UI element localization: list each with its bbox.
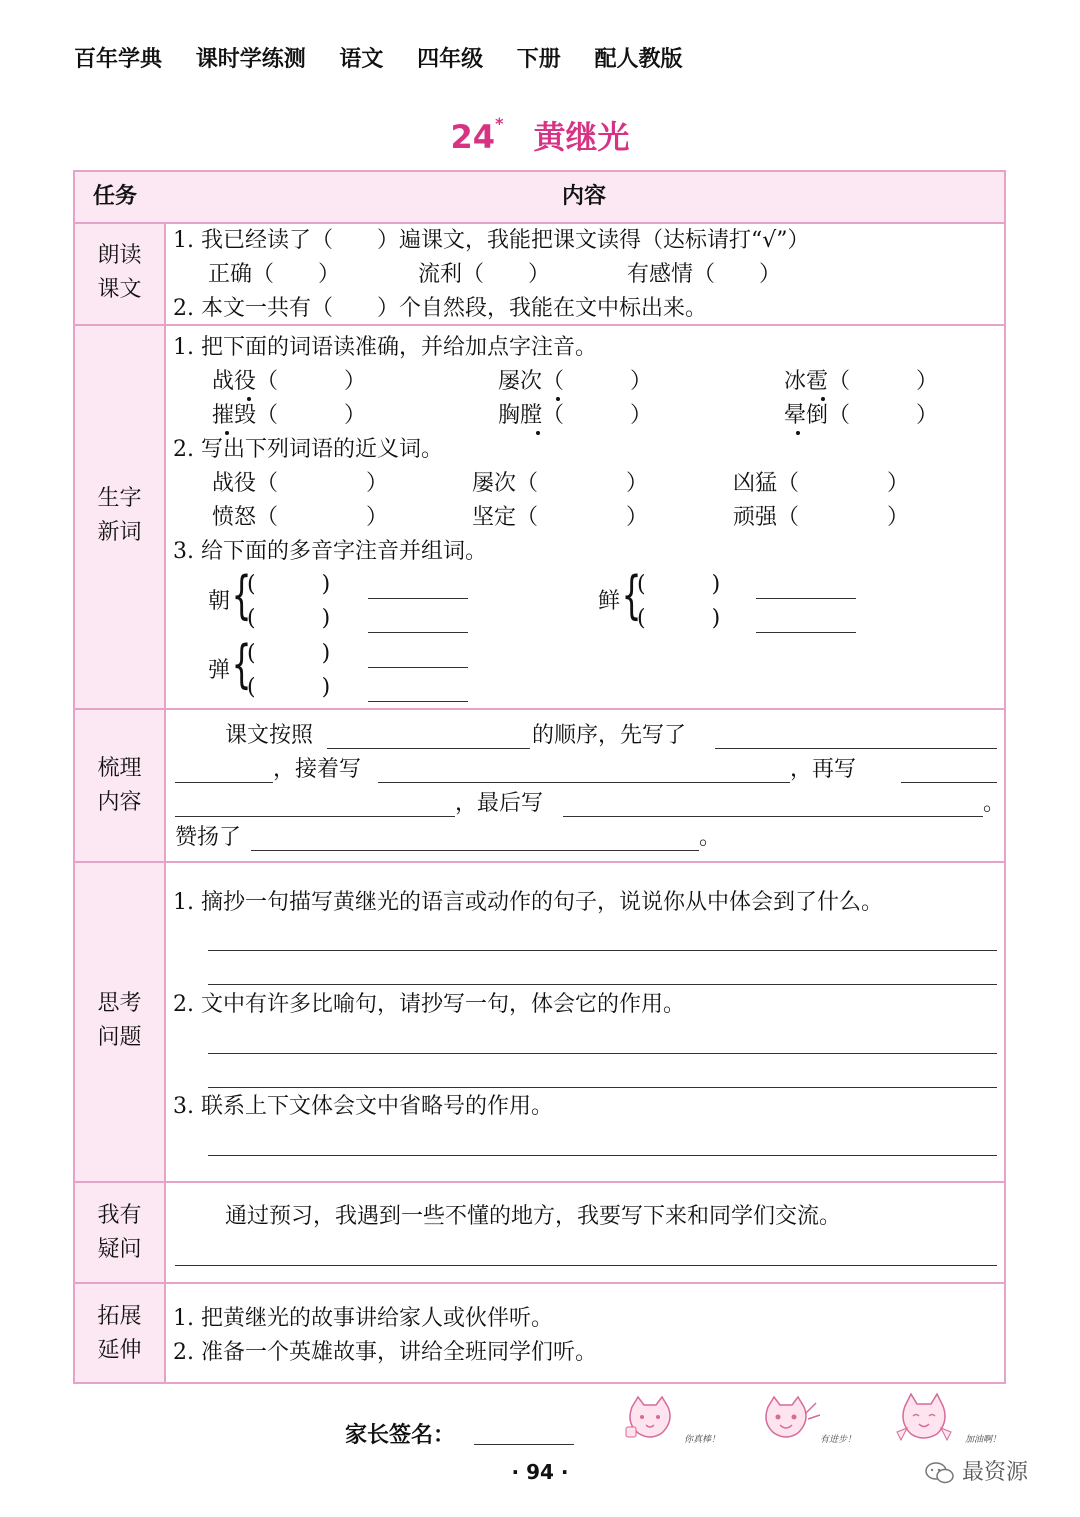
- poly-paren: ( ): [247, 675, 331, 700]
- answer-line: [368, 701, 468, 702]
- answer-line: [208, 1087, 997, 1088]
- words-q3: 3. 给下面的多音字注音并组词。: [173, 539, 487, 564]
- sticker-caption: 有进步！: [820, 1435, 857, 1445]
- sort-text: 的顺序，先写了: [532, 723, 687, 748]
- row-divider: [75, 324, 1004, 326]
- row-divider: [75, 1181, 1004, 1183]
- row-divider: [75, 708, 1004, 710]
- extend-l1: 1. 把黄继光的故事讲给家人或伙伴听。: [173, 1306, 553, 1331]
- sort-text: 。: [983, 791, 1006, 816]
- watermark-text: 最资源: [962, 1460, 1029, 1485]
- label-line: 疑问: [97, 1237, 142, 1262]
- answer-line: [208, 950, 997, 951]
- answer-line: [756, 598, 856, 599]
- row-label-think: [75, 987, 164, 1055]
- label-line: 我有: [97, 1203, 142, 1228]
- poly-paren: ( ): [247, 572, 331, 597]
- answer-line: [368, 667, 468, 668]
- sort-text: 课文按照: [225, 723, 314, 748]
- header-item: 语文: [339, 47, 384, 72]
- header-item: 下册: [516, 47, 561, 72]
- poly-paren: ( ): [637, 606, 721, 631]
- pinyin-item: 屡次（ ）: [498, 369, 653, 394]
- sticker-caption: 加油啊！: [965, 1435, 1002, 1445]
- emphasis-dot: [796, 431, 800, 435]
- answer-line: [563, 816, 983, 817]
- lesson-name: 黄继光: [533, 118, 630, 156]
- brace-icon: {: [231, 635, 252, 695]
- poly-paren: ( ): [247, 606, 331, 631]
- words-q1: 1. 把下面的词语读准确，并给加点字注音。: [173, 335, 597, 360]
- answer-line: [208, 984, 997, 985]
- synonym-item: 顽强（ ）: [733, 505, 910, 530]
- watermark: [925, 1455, 1028, 1486]
- answer-line: [756, 632, 856, 633]
- answer-line: [175, 816, 455, 817]
- sort-text: 赞扬了: [175, 825, 242, 850]
- answer-line: [208, 1053, 997, 1054]
- row-label-sort: [75, 752, 164, 820]
- label-line: 延伸: [97, 1338, 142, 1363]
- think-q1: 1. 摘抄一句描写黄继光的语言或动作的句子，说说你从中体会到了什么。: [173, 890, 883, 915]
- answer-line: [208, 1155, 997, 1156]
- answer-line: [175, 782, 273, 783]
- emphasis-dot: [821, 397, 825, 401]
- answer-line: [368, 632, 468, 633]
- answer-line: [715, 748, 997, 749]
- doubt-text: 通过预习，我遇到一些不懂的地方，我要写下来和同学们交流。: [225, 1204, 842, 1229]
- label-line: 生字: [97, 486, 142, 511]
- label-line: 问题: [97, 1025, 142, 1050]
- answer-line: [251, 850, 699, 851]
- pinyin-item: 战役（ ）: [212, 369, 367, 394]
- extend-l2: 2. 准备一个英雄故事，讲给全班同学们听。: [173, 1340, 597, 1365]
- words-q2: 2. 写出下列词语的近义词。: [173, 437, 443, 462]
- poly-char: 弹: [208, 658, 231, 683]
- answer-line: [378, 782, 790, 783]
- row-label-doubt: [75, 1199, 164, 1267]
- sticker-caption: 你真棒！: [684, 1435, 721, 1445]
- emphasis-dot: [247, 397, 251, 401]
- label-line: 朗读: [97, 243, 142, 268]
- pinyin-item: 冰雹（ ）: [784, 369, 939, 394]
- read-q1: 1. 我已经读了（ ）遍课文，我能把课文读得（达标请打“√”）: [173, 228, 810, 253]
- label-line: 新词: [97, 520, 142, 545]
- header-item: 配人教版: [594, 47, 683, 72]
- signature-label: 家长签名：: [345, 1423, 456, 1448]
- sort-text: ，接着写: [273, 757, 362, 782]
- table-head-row: [75, 172, 1004, 224]
- header-item: 课时学练测: [195, 47, 306, 72]
- header-item: 百年学典: [74, 47, 163, 72]
- lesson-title: [0, 112, 1080, 158]
- lesson-number: 24: [450, 118, 496, 156]
- row-divider: [75, 861, 1004, 863]
- row-label-read: [75, 239, 164, 307]
- poly-paren: ( ): [637, 572, 721, 597]
- wechat-icon: [925, 1462, 955, 1484]
- row-label-words: [75, 482, 164, 550]
- synonym-item: 战役（ ）: [212, 471, 389, 496]
- synonym-item: 愤怒（ ）: [212, 505, 389, 530]
- think-q2: 2. 文中有许多比喻句，请抄写一句，体会它的作用。: [173, 992, 685, 1017]
- sort-text: ，最后写: [455, 791, 544, 816]
- task-table: [73, 170, 1006, 1384]
- answer-line: [901, 782, 997, 783]
- poly-char: 朝: [208, 589, 231, 614]
- signature-line[interactable]: [474, 1444, 574, 1445]
- read-opt-correct: 正确（ ）: [208, 262, 341, 287]
- synonym-item: 凶猛（ ）: [733, 471, 910, 496]
- row-label-extend: [75, 1300, 164, 1368]
- answer-line: [368, 598, 468, 599]
- lesson-star: *: [495, 114, 504, 133]
- brace-icon: {: [231, 566, 252, 626]
- synonym-item: 屡次（ ）: [472, 471, 649, 496]
- emphasis-dot: [556, 397, 560, 401]
- label-line: 内容: [97, 790, 142, 815]
- cat-sticker-icon: [622, 1395, 692, 1445]
- pinyin-item: 摧毁（ ）: [212, 403, 367, 428]
- read-opt-emotion: 有感情（ ）: [627, 262, 782, 287]
- sort-text: ，再写: [790, 757, 857, 782]
- page-number: · 94 ·: [511, 1460, 569, 1484]
- label-line: 拓展: [97, 1304, 142, 1329]
- book-header: [74, 42, 708, 73]
- task-header: 任务: [93, 184, 138, 209]
- think-q3: 3. 联系上下文体会文中省略号的作用。: [173, 1094, 553, 1119]
- brace-icon: {: [621, 566, 642, 626]
- poly-char: 鲜: [598, 589, 621, 614]
- sort-text: 。: [699, 825, 722, 850]
- read-q2: 2. 本文一共有（ ）个自然段，我能在文中标出来。: [173, 296, 707, 321]
- poly-paren: ( ): [247, 641, 331, 666]
- synonym-item: 坚定（ ）: [472, 505, 649, 530]
- label-line: 思考: [97, 991, 142, 1016]
- read-opt-fluent: 流利（ ）: [418, 262, 551, 287]
- emphasis-dot: [536, 431, 540, 435]
- label-line: 梳理: [97, 756, 142, 781]
- header-item: 四年级: [417, 47, 484, 72]
- cat-sticker-icon: [758, 1395, 828, 1445]
- pinyin-item: 晕倒（ ）: [784, 403, 939, 428]
- content-header: 内容: [562, 184, 607, 209]
- answer-line: [327, 748, 530, 749]
- answer-line: [175, 1265, 997, 1266]
- row-divider: [75, 1282, 1004, 1284]
- label-line: 课文: [97, 277, 142, 302]
- cat-sticker-icon: [893, 1392, 963, 1442]
- pinyin-item: 胸膛（ ）: [498, 403, 653, 428]
